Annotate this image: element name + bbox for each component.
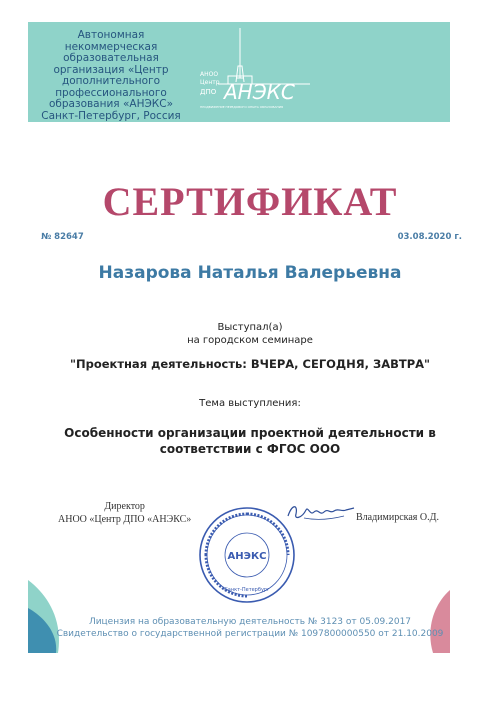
topic-line: Особенности организации проектной деятельности в: [64, 426, 436, 440]
event-type: на городском семинаре: [187, 335, 313, 346]
director-block: [58, 500, 191, 526]
topic-label: Тема выступления:: [199, 398, 301, 409]
performed-label: Выступал(а): [217, 322, 283, 333]
director-name: Владимирская О.Д.: [356, 512, 439, 523]
registration-line: Свидетельство о государственной регистрации № 1097800000550 от 21.10.2009: [56, 629, 444, 639]
license-info: [0, 616, 500, 640]
org-line: Санкт-Петербург, Россия: [41, 109, 181, 122]
org-line: некоммерческая: [64, 40, 158, 53]
org-line: образовательная: [63, 52, 159, 64]
topic-line: соответствии с ФГОС ООО: [159, 442, 341, 456]
license-line: Лицензия на образовательную деятельность № 3123 от 05.09.2017: [88, 617, 412, 627]
org-line: образования «АНЭКС»: [48, 98, 174, 110]
org-line: Автономная: [77, 29, 145, 41]
recipient-name: Назарова Наталья Валерьевна: [98, 263, 402, 283]
logo-small-text: ДПО: [200, 88, 217, 96]
logo-small-text: Центр: [200, 79, 220, 86]
org-line: профессионального: [55, 86, 167, 99]
logo-tagline: ПРОДВИЖЕНИЕ ПЕРЕДОВОГО ОПЫТА ОБРАЗОВАНИЯ: [200, 105, 284, 109]
stamp-city-text: Санкт-Петербург: [224, 587, 270, 593]
stamp-center-text: АНЭКС: [227, 551, 267, 562]
certificate-title: СЕРТИФИКАТ: [102, 179, 398, 224]
org-line: организация «Центр: [53, 63, 169, 76]
director-title: Директор: [104, 501, 145, 512]
seminar-title: "Проектная деятельность: ВЧЕРА, СЕГОДНЯ, ЗАВТРА": [69, 357, 431, 371]
talk-topic: [0, 425, 500, 457]
director-org: АНОО «Центр ДПО «АНЭКС»: [58, 514, 192, 525]
spire-icon: [218, 28, 310, 84]
org-line: дополнительного: [61, 75, 161, 87]
organization-name: [36, 30, 186, 122]
logo-word: АНЭКС: [224, 80, 295, 104]
logo-small-text: АНОО: [200, 71, 219, 78]
certificate-date: 03.08.2020 г.: [397, 232, 462, 242]
certificate-number: № 82647: [41, 232, 84, 242]
anex-logo: [198, 26, 316, 120]
